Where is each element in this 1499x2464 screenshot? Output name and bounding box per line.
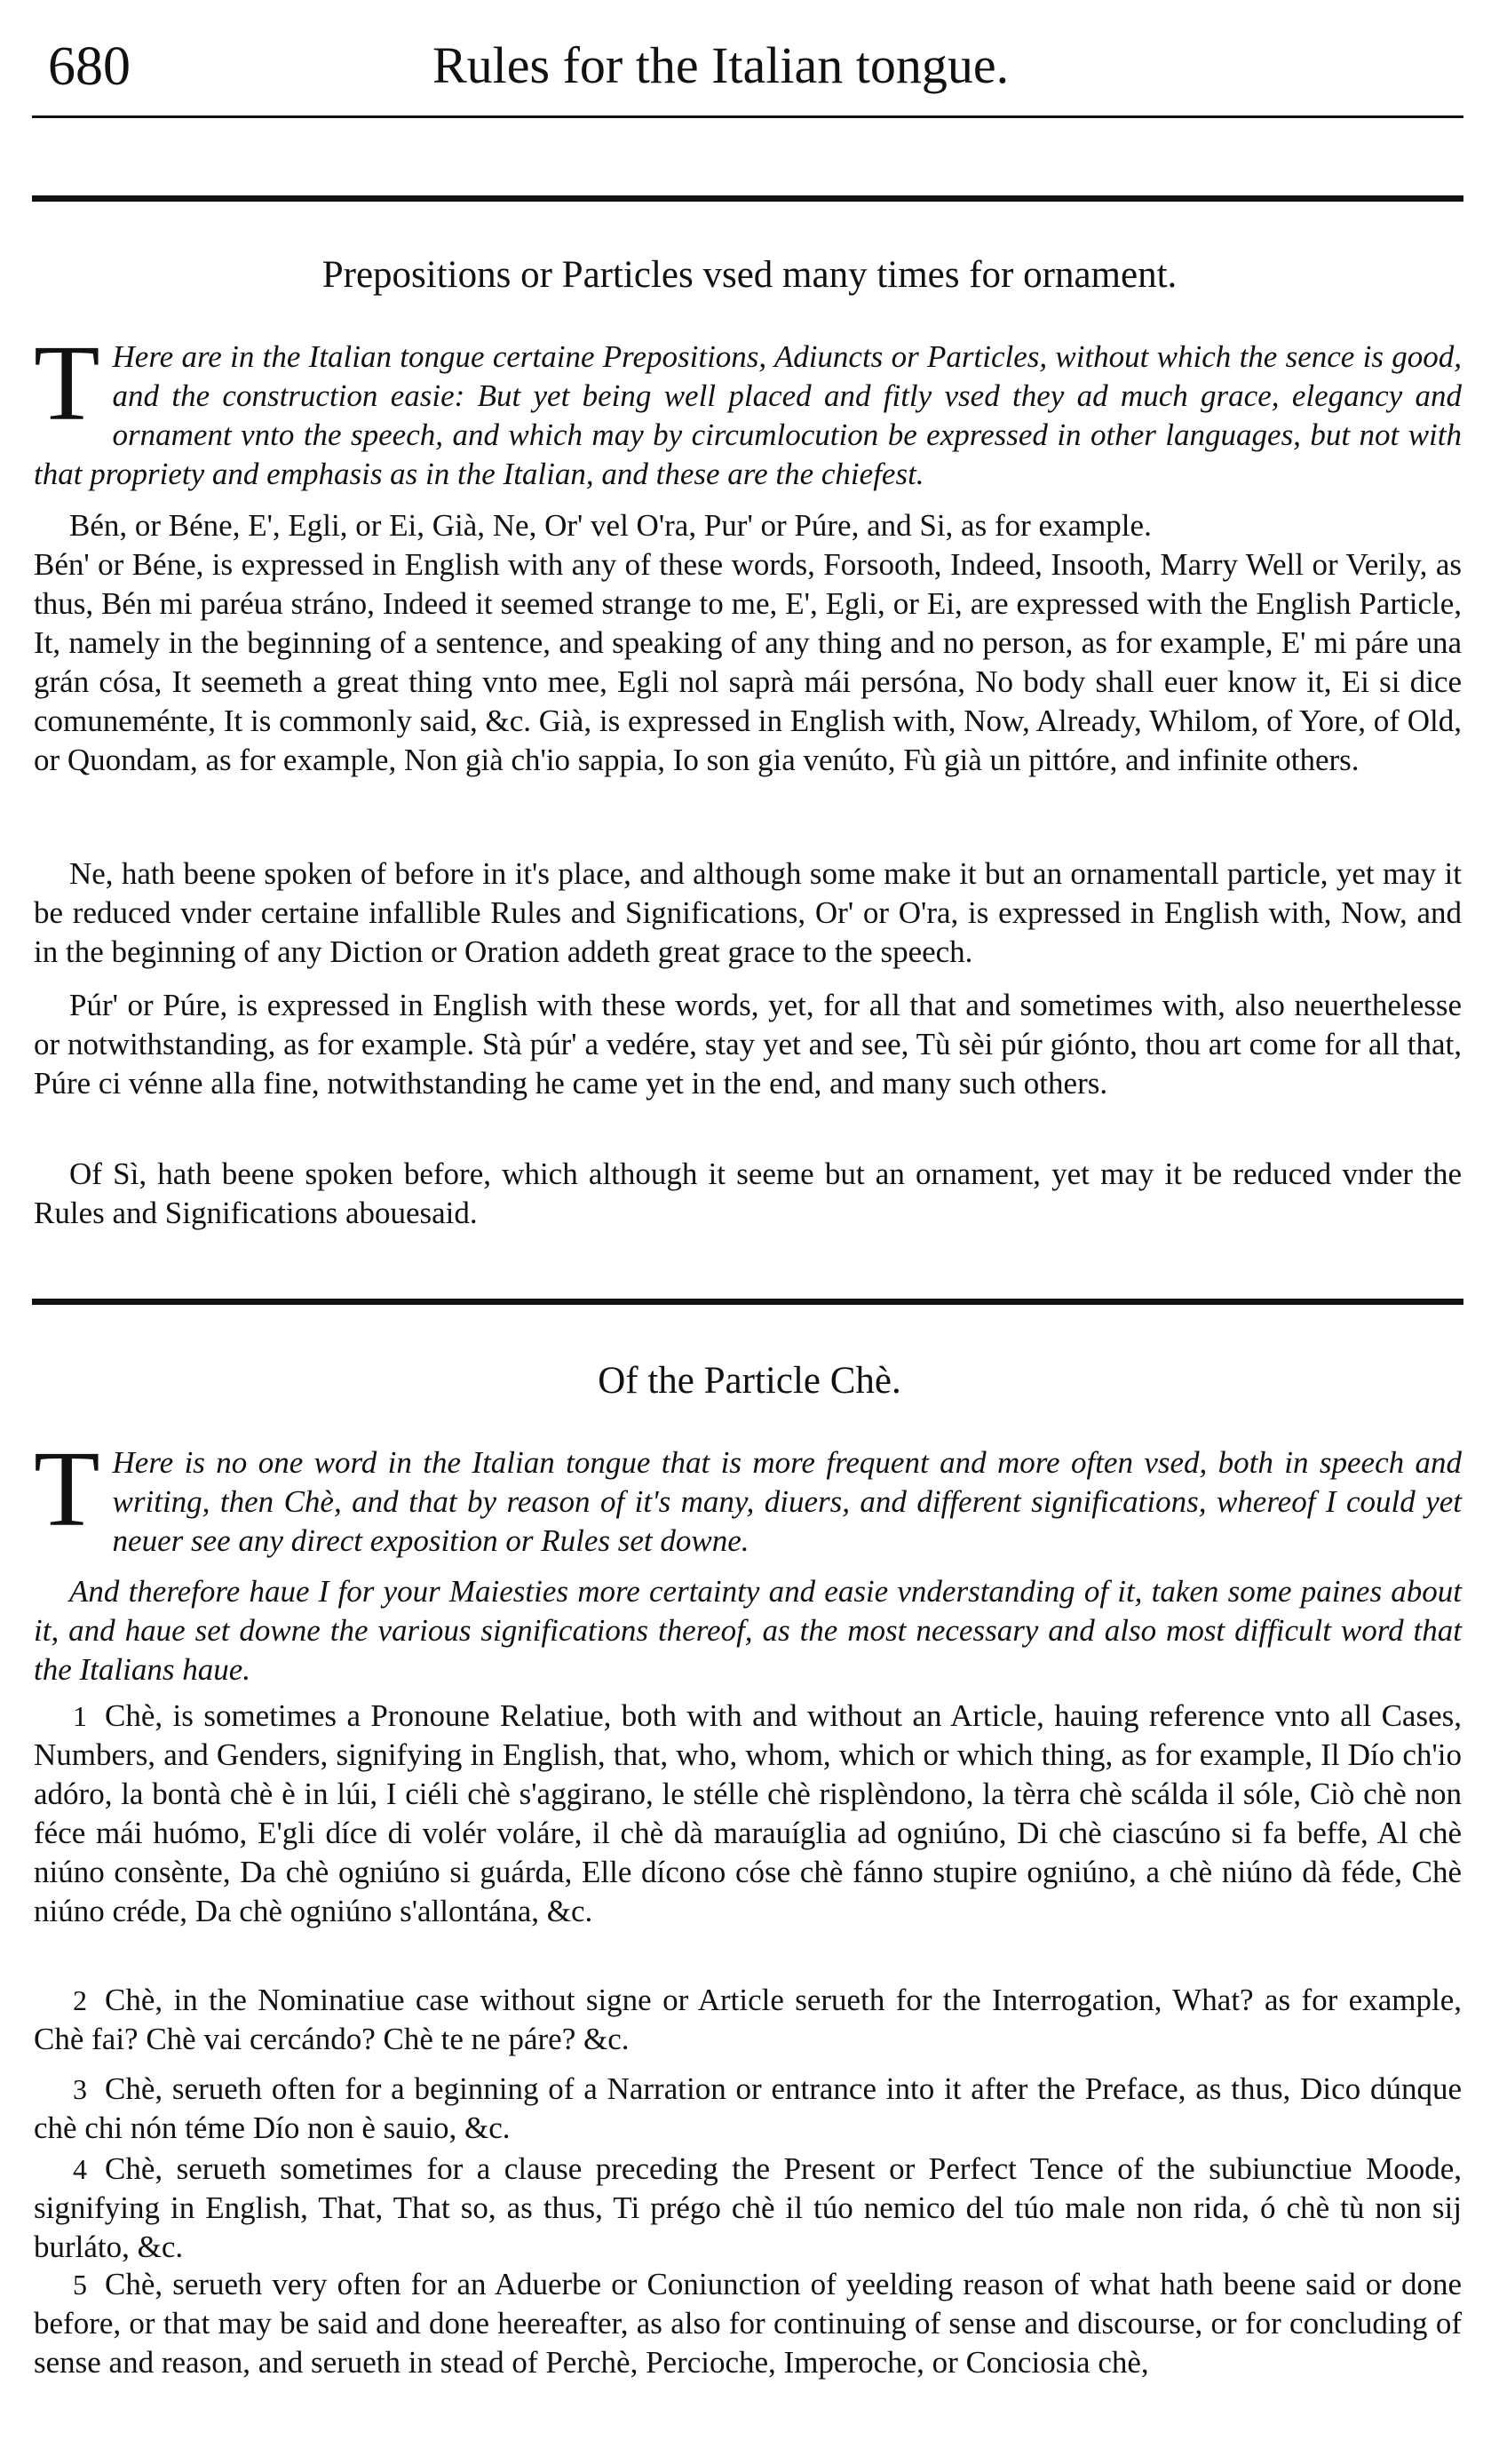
running-title: Rules for the Italian tongue. <box>432 36 1010 94</box>
paragraph <box>34 323 1462 494</box>
item-text: Chè, serueth sometimes for a clause preceding the Present or Perfect Tence of the subiunctiue Moode, signifying in English, That, That so, as thus, Ti prégo chè il túo nemico del túo male non rida, ó chè tù non sij burláto, &c. <box>34 2151 1462 2264</box>
page-number: 680 <box>48 36 131 97</box>
item-text: Chè, is sometimes a Pronoune Relatiue, both with and without an Article, hauing reference vnto all Cases, Numbers, and Genders, signifying in English, that, who, whom, which or which thing, as for example, Il Dío ch'io adóro, la bontà chè è in lúi, I ciéli chè s'aggirano, le stélle chè risplèndono, la tèrra chè scálda il sóle, Ciò chè non féce mái huómo, E'gli díce di volér voláre, il chè dà marauíglia ad ogniúno, Di chè ciascúno si fa beffe, Al chè niúno consènte, Da chè ogniúno si guárda, Elle dícono cóse chè fánno stupire ogniúno, a chè niúno dà féde, Chè niúno créde, Da chè ogniúno s'allontána, &c. <box>34 1698 1462 1928</box>
list-item <box>34 2070 1462 2148</box>
drop-cap: T <box>34 323 100 443</box>
page-header <box>44 36 1465 107</box>
item-number: 2 <box>73 1984 87 2016</box>
item-number: 3 <box>73 2073 87 2105</box>
paragraph <box>34 854 1462 972</box>
section-rule <box>32 1299 1463 1305</box>
header-rule <box>32 115 1463 118</box>
top-rule <box>32 195 1463 202</box>
paragraph-text: Of Sì, hath beene spoken before, which although it seeme but an ornament, yet may it be reduced vnder the Rules and Significations abouesaid. <box>34 1156 1462 1230</box>
paragraph-text: Púr' or Púre, is expressed in English with these words, yet, for all that and sometimes with, also neuerthelesse or notwithstanding, as for example. Stà púr' a vedére, stay yet and see, Tù sèi púr giónto, thou art come for all that, Púre ci vénne alla fine, notwithstanding he came yet in the end, and many such others. <box>34 988 1462 1101</box>
list-item <box>34 2150 1462 2267</box>
paragraph <box>34 986 1462 1103</box>
section-title-prepositions: Prepositions or Particles vsed many times for ornament. <box>321 254 1178 296</box>
item-text: Chè, serueth often for a beginning of a Narration or entrance into it after the Preface, as thus, Dico dúnque chè chi nón téme Dío non è sauio, &c. <box>34 2071 1462 2145</box>
item-number: 5 <box>73 2269 87 2301</box>
paragraph-text: Bén' or Béne, is expressed in English with any of these words, Forsooth, Indeed, Insooth, Marry Well or Verily, as thus, Bén mi paréua stráno, Indeed it seemed strange to me, E', Egli, or Ei, are expressed with the English Particle, It, namely in the beginning of a sentence, and speaking of any thing and no person, as for example, E' mi páre una grán cósa, It seemeth a great thing vnto mee, Egli nol saprà mái persóna, No body shall euer know it, Ei si dice comuneménte, It is commonly said, &c. Già, is expressed in English with, Now, Already, Whilom, of Yore, of Old, or Quondam, as for example, Non già ch'io sappia, Io son gia venúto, Fù già un pittóre, and infinite others. <box>34 547 1462 777</box>
item-number: 1 <box>73 1700 87 1732</box>
paragraph-text: Here are in the Italian tongue certaine Prepositions, Adiuncts or Particles, without which the sence is good, and the construction easie: But yet being well placed and fitly vsed they ad much grace, elegancy and ornament vnto the speech, and which may by circumlocution be expressed in other languages, but not with that propriety and emphasis as in the Italian, and these are the chiefest. <box>34 339 1462 491</box>
paragraph <box>34 545 1462 780</box>
list-item <box>34 2265 1462 2382</box>
item-number: 4 <box>73 2153 87 2185</box>
drop-cap: T <box>34 1429 100 1549</box>
section-title-particle-che: Of the Particle Chè. <box>598 1360 901 1402</box>
item-text: Chè, serueth very often for an Aduerbe or Coniunction of yeelding reason of what hath beene said or done before, or that may be said and done heereafter, as also for continuing of sense and discourse, or for concluding of sense and reason, and serueth in stead of Perchè, Percioche, Imperoche, or Conciosia chè, <box>34 2267 1462 2380</box>
paragraph-text: Ne, hath beene spoken of before in it's place, and although some make it but an ornamentall particle, yet may it be reduced vnder certaine infallible Rules and Significations, Or' or O'ra, is expressed in English with, Now, and in the beginning of any Diction or Oration addeth great grace to the speech. <box>34 856 1462 969</box>
paragraph-text: Bén, or Béne, E', Egli, or Ei, Già, Ne, Or' vel O'ra, Pur' or Púre, and Si, as for example. <box>69 508 1152 543</box>
paragraph <box>34 1572 1462 1689</box>
item-text: Chè, in the Nominatiue case without signe or Article serueth for the Interrogation, What? as for example, Chè fai? Chè vai cercándo? Chè te ne páre? &c. <box>34 1983 1462 2056</box>
list-item <box>34 1697 1462 1931</box>
paragraph-text: And therefore haue I for your Maiesties more certainty and easie vnderstanding of it, taken some paines about it, and haue set downe the various significations thereof, as the most necessary and also most difficult word that the Italians haue. <box>34 1574 1462 1687</box>
paragraph <box>34 1155 1462 1233</box>
paragraph-text: Here is no one word in the Italian tongue that is more frequent and more often vsed, both in speech and writing, then Chè, and that by reason of it's many, diuers, and different significations, whereof I could yet neuer see any direct exposition or Rules set downe. <box>112 1445 1462 1558</box>
list-item <box>34 1981 1462 2059</box>
paragraph <box>34 1429 1462 1561</box>
paragraph <box>34 506 1462 545</box>
